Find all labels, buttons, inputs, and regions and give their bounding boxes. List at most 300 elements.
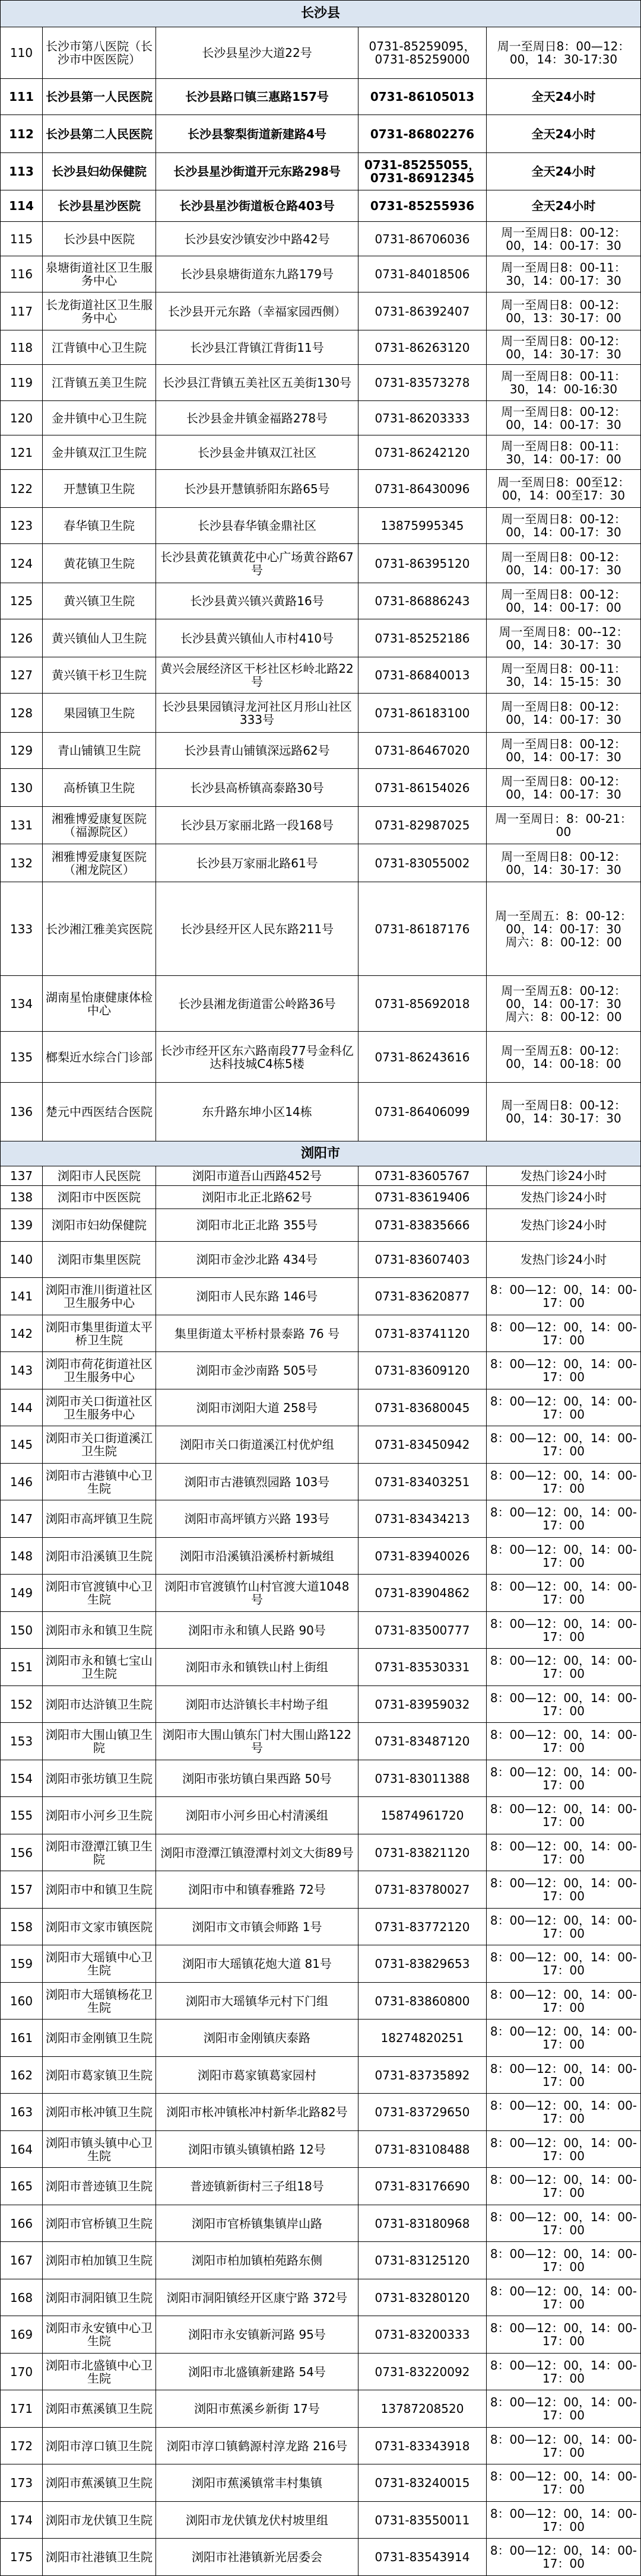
hospital-name-cell: 浏阳市小河乡卫生院 — [43, 1797, 156, 1834]
table-row — [0, 1760, 641, 1797]
address-cell: 浏阳市文市镇会师路 1号 — [156, 1909, 358, 1945]
hospital-name-cell: 青山铺镇卫生院 — [43, 733, 156, 768]
phone-cell: 0731-86242120 — [358, 435, 487, 469]
row-number-cell: 118 — [1, 330, 43, 364]
hours-cell — [487, 115, 641, 152]
row-number-cell: 168 — [1, 2279, 43, 2316]
hospital-name-cell: 楚元中西医结合医院 — [43, 1083, 156, 1141]
row-number-cell: 156 — [1, 1834, 43, 1871]
table-row — [0, 1278, 641, 1315]
row-number-cell: 171 — [1, 2390, 43, 2427]
hospital-name-cell: 浏阳市葛家镇卫生院 — [43, 2057, 156, 2093]
hospital-name-cell: 浏阳市关口街道溪江卫生院 — [43, 1426, 156, 1463]
row-number-cell: 125 — [1, 583, 43, 619]
address-cell: 长沙县泉塘街道东九路179号 — [156, 256, 358, 292]
row-number-cell: 170 — [1, 2354, 43, 2390]
table-row — [0, 1032, 641, 1083]
hospital-name-cell: 长沙市第八医院（长沙市中医医院） — [43, 27, 156, 78]
table-row — [0, 1538, 641, 1575]
phone-cell: 0731-85255055，0731-86912345 — [358, 153, 487, 190]
hospital-name-cell: 长沙县妇幼保健院 — [43, 153, 156, 190]
address-cell: 浏阳市金沙北路 434号 — [156, 1242, 358, 1277]
hospital-name-cell: 湘雅博爱康复医院（福源院区） — [43, 807, 156, 844]
phone-cell: 0731-83607403 — [358, 1242, 487, 1277]
hospital-name-cell: 长龙街道社区卫生服务中心 — [43, 292, 156, 330]
hours-line: 8：00—12：00，14：00-17：00 — [490, 2173, 637, 2200]
hours-line: 8：00—12：00，14：00-17：00 — [490, 1579, 637, 1607]
row-number-cell: 110 — [1, 27, 43, 78]
address-cell: 浏阳市官渡镇竹山村官渡大道1048号 — [156, 1575, 358, 1611]
hospital-name-cell: 浏阳市淮川街道社区卫生服务中心 — [43, 1278, 156, 1315]
table-row — [0, 292, 641, 330]
hospital-name-cell: 长沙县中医院 — [43, 222, 156, 256]
address-cell: 长沙县黄兴镇兴黄路16号 — [156, 583, 358, 619]
table-row — [0, 1945, 641, 1983]
row-number-cell: 123 — [1, 508, 43, 543]
row-number-cell: 134 — [1, 976, 43, 1031]
phone-cell: 0731-83940026 — [358, 1538, 487, 1574]
table-row — [0, 976, 641, 1032]
row-number-cell: 174 — [1, 2502, 43, 2538]
row-number-cell: 121 — [1, 435, 43, 469]
row-number-cell: 163 — [1, 2094, 43, 2130]
row-number-cell: 130 — [1, 769, 43, 806]
phone-cell: 0731-85252186 — [358, 619, 487, 657]
address-cell: 浏阳市洞阳镇经开区康宁路 372号 — [156, 2279, 358, 2316]
address-cell: 长沙县万家丽北路61号 — [156, 844, 358, 882]
hours-cell — [487, 2279, 641, 2316]
hours-cell — [487, 1166, 641, 1185]
hours-line: 8：00—12：00，14：00-17：00 — [490, 2061, 637, 2089]
phone-cell: 0731-86263120 — [358, 330, 487, 364]
hospital-name-cell: 浏阳市社港镇卫生院 — [43, 2539, 156, 2575]
hours-line: 全天24小时 — [531, 90, 596, 104]
hours-line: 8：00—12：00，14：00-17：00 — [490, 2321, 637, 2348]
row-number-cell: 153 — [1, 1723, 43, 1760]
row-number-cell: 124 — [1, 544, 43, 583]
hours-line: 8：00—12：00，14：00-17：00 — [490, 1653, 637, 1681]
table-row — [0, 153, 641, 190]
hospital-name-cell: 浏阳市人民医院 — [43, 1166, 156, 1185]
hours-cell — [487, 435, 641, 469]
hours-cell — [487, 27, 641, 78]
table-row — [0, 544, 641, 583]
table-row — [0, 2428, 641, 2464]
address-cell: 长沙县路口镇三惠路157号 — [156, 79, 358, 115]
address-cell: 长沙县星沙大道22号 — [156, 27, 358, 78]
hospital-name-cell: 浏阳市集里医院 — [43, 1242, 156, 1277]
table-row — [0, 1500, 641, 1538]
row-number-cell: 149 — [1, 1575, 43, 1611]
hours-cell — [487, 1426, 641, 1463]
hospital-name-cell: 长沙县第二人民医院 — [43, 115, 156, 152]
row-number-cell: 145 — [1, 1426, 43, 1463]
hours-line: 周一至周五8：00-12：00，14：00-17：30 — [501, 983, 626, 1011]
hours-line: 8：00—12：00，14：00-17：00 — [490, 2543, 637, 2571]
hospital-name-cell: 浏阳市荷花街道社区卫生服务中心 — [43, 1352, 156, 1389]
address-cell: 长沙县开元东路（幸福家园西侧） — [156, 292, 358, 330]
hospital-name-cell: 浏阳市柏加镇卫生院 — [43, 2242, 156, 2279]
row-number-cell: 172 — [1, 2428, 43, 2464]
address-cell: 浏阳市北盛镇新建路 54号 — [156, 2354, 358, 2390]
phone-cell: 0731-83176690 — [358, 2168, 487, 2205]
phone-cell: 0731-86154026 — [358, 769, 487, 806]
address-cell: 浏阳市永安镇新河路 95号 — [156, 2316, 358, 2353]
phone-cell: 0731-83530331 — [358, 1649, 487, 1685]
table-row — [0, 2279, 641, 2316]
phone-cell: 0731-83403251 — [358, 1464, 487, 1500]
phone-cell: 0731-83450942 — [358, 1426, 487, 1463]
phone-cell: 0731-83500777 — [358, 1612, 487, 1648]
table-row — [0, 2057, 641, 2094]
phone-cell: 0731-83829653 — [358, 1945, 487, 1982]
phone-cell: 0731-86105013 — [358, 79, 487, 115]
hours-cell — [487, 769, 641, 806]
hospital-name-cell: 浏阳市洞阳镇卫生院 — [43, 2279, 156, 2316]
hospital-name-cell: 浏阳市达浒镇卫生院 — [43, 1686, 156, 1722]
hours-cell — [487, 1242, 641, 1277]
address-cell: 长沙县金井镇金福路278号 — [156, 401, 358, 435]
hospital-name-cell: 浏阳市永和镇卫生院 — [43, 1612, 156, 1648]
hours-line: 8：00—12：00，14：00-17：00 — [490, 1505, 637, 1532]
hours-cell — [487, 2354, 641, 2390]
row-number-cell: 139 — [1, 1209, 43, 1241]
row-number-cell: 157 — [1, 1871, 43, 1908]
table-row — [0, 1649, 641, 1686]
row-number-cell: 116 — [1, 256, 43, 292]
hours-line: 8：00—12：00，14：00-17：00 — [490, 1913, 637, 1941]
row-number-cell: 114 — [1, 190, 43, 221]
address-cell: 长沙县湘龙街道雷公岭路36号 — [156, 976, 358, 1031]
hours-line: 8：00—12：00，14：00-17：00 — [490, 1542, 637, 1570]
table-row — [0, 2390, 641, 2428]
hours-cell — [487, 2390, 641, 2427]
row-number-cell: 137 — [1, 1166, 43, 1185]
phone-cell: 0731-83780027 — [358, 1871, 487, 1908]
table-row — [0, 1871, 641, 1909]
hospital-name-cell: 黄兴镇干杉卫生院 — [43, 657, 156, 693]
phone-cell: 0731-83959032 — [358, 1686, 487, 1722]
address-cell: 浏阳市北正北路 355号 — [156, 1209, 358, 1241]
hours-line: 发热门诊24小时 — [520, 1190, 607, 1204]
table-row — [0, 508, 641, 544]
address-cell: 长沙县开慧镇骄阳东路65号 — [156, 470, 358, 507]
phone-cell: 0731-86706036 — [358, 222, 487, 256]
table-row — [0, 1686, 641, 1723]
address-cell: 长沙县经开区人民东路211号 — [156, 882, 358, 975]
table-row — [0, 1464, 641, 1500]
table-row — [0, 1186, 641, 1209]
hours-cell — [487, 292, 641, 330]
hospital-name-cell: 浏阳市妇幼保健院 — [43, 1209, 156, 1241]
row-number-cell: 126 — [1, 619, 43, 657]
table-row — [0, 2020, 641, 2057]
row-number-cell: 152 — [1, 1686, 43, 1722]
row-number-cell: 119 — [1, 365, 43, 400]
phone-cell: 0731-83772120 — [358, 1909, 487, 1945]
address-cell: 长沙县星沙街道开元东路298号 — [156, 153, 358, 190]
phone-cell: 0731-83620877 — [358, 1278, 487, 1315]
hours-cell — [487, 2464, 641, 2501]
phone-cell: 0731-83055002 — [358, 844, 487, 882]
address-cell: 浏阳市张坊镇白果西路 50号 — [156, 1760, 358, 1796]
hospital-name-cell: 浏阳市关口街道社区卫生服务中心 — [43, 1389, 156, 1426]
hours-cell — [487, 222, 641, 256]
phone-cell: 0731-83904862 — [358, 1575, 487, 1611]
hospital-name-cell: 浏阳市澄潭江镇卫生院 — [43, 1834, 156, 1871]
address-cell: 浏阳市永和镇人民路 90号 — [156, 1612, 358, 1648]
hospital-name-cell: 高桥镇卫生院 — [43, 769, 156, 806]
table-row — [0, 1612, 641, 1649]
table-row — [0, 27, 641, 79]
table-row — [0, 657, 641, 694]
hours-cell — [487, 1871, 641, 1908]
hours-cell — [487, 619, 641, 657]
phone-cell: 15874961720 — [358, 1797, 487, 1834]
hours-cell — [487, 2020, 641, 2056]
table-row — [0, 1389, 641, 1426]
row-number-cell: 138 — [1, 1186, 43, 1209]
address-cell: 黄兴会展经济区干杉社区杉岭北路22号 — [156, 657, 358, 693]
hospital-name-cell: 浏阳市永安镇中心卫生院 — [43, 2316, 156, 2353]
hours-line: 周一至周日8：00-12：00，14：00-17：30 — [501, 737, 626, 764]
hours-line: 周一至周日8：00-12：00，14：00-17：30 — [501, 225, 626, 253]
hospital-name-cell: 浏阳市普迹镇卫生院 — [43, 2168, 156, 2205]
hours-cell — [487, 190, 641, 221]
phone-cell: 0731-86243616 — [358, 1032, 487, 1082]
hours-line: 8：00—12：00，14：00-17：00 — [490, 2284, 637, 2311]
hours-line: 8：00—12：00，14：00-17：00 — [490, 1616, 637, 1644]
phone-cell: 0731-83200333 — [358, 2316, 487, 2353]
phone-cell: 0731-82987025 — [358, 807, 487, 844]
phone-cell: 0731-83108488 — [358, 2131, 487, 2167]
address-cell: 浏阳市社港镇新光居委会 — [156, 2539, 358, 2575]
hospital-name-cell: 浏阳市中和镇卫生院 — [43, 1871, 156, 1908]
hours-cell — [487, 583, 641, 619]
hospital-name-cell: 浏阳市金刚镇卫生院 — [43, 2020, 156, 2056]
phone-cell: 18274820251 — [358, 2020, 487, 2056]
table-row — [0, 435, 641, 470]
phone-cell: 0731-83680045 — [358, 1389, 487, 1426]
row-number-cell: 161 — [1, 2020, 43, 2056]
hospital-name-cell: 浏阳市蕉溪镇卫生院 — [43, 2464, 156, 2501]
address-cell: 长沙市经开区东六路南段77号金科亿达科技城C4栋5楼 — [156, 1032, 358, 1082]
hours-line: 周一至周日8：00-12：00，14：00-17：30 — [501, 512, 626, 539]
phone-cell: 0731-85255936 — [358, 190, 487, 221]
row-number-cell: 159 — [1, 1945, 43, 1982]
hours-line: 周一至周日8：00-12：00，14：00-17：30 — [501, 774, 626, 802]
address-cell: 浏阳市镇头镇镇柏路 12号 — [156, 2131, 358, 2167]
hours-line: 周一至周日8：00-11：30，14：00-17：00 — [501, 438, 626, 466]
hospital-name-cell: 浏阳市大围山镇卫生院 — [43, 1723, 156, 1760]
hours-cell — [487, 807, 641, 844]
hours-cell — [487, 470, 641, 507]
table-row — [0, 1797, 641, 1834]
address-cell: 浏阳市大瑶镇华元村下门组 — [156, 1983, 358, 2019]
table-row — [0, 2205, 641, 2242]
hours-line: 发热门诊24小时 — [520, 1218, 607, 1232]
hours-line: 周一至周日8：00-12：00，14：30-17：30 — [501, 333, 626, 361]
table-row — [0, 619, 641, 657]
row-number-cell: 117 — [1, 292, 43, 330]
address-cell: 浏阳市道吾山西路452号 — [156, 1166, 358, 1185]
row-number-cell: 132 — [1, 844, 43, 882]
row-number-cell: 165 — [1, 2168, 43, 2205]
table-row — [0, 1723, 641, 1760]
hours-cell — [487, 1909, 641, 1945]
address-cell: 浏阳市小河乡田心村清溪组 — [156, 1797, 358, 1834]
table-row — [0, 401, 641, 435]
table-row — [0, 2131, 641, 2168]
row-number-cell: 128 — [1, 694, 43, 732]
address-cell: 浏阳市澄潭江镇澄潭村刘文大街89号 — [156, 1834, 358, 1871]
hours-line: 8：00—12：00，14：00-17：00 — [490, 1987, 637, 2015]
row-number-cell: 141 — [1, 1278, 43, 1315]
row-number-cell: 120 — [1, 401, 43, 435]
hours-line: 8：00—12：00，14：00-17：00 — [490, 2209, 637, 2237]
hours-cell — [487, 153, 641, 190]
address-cell: 浏阳市蕉溪镇常丰村集镇 — [156, 2464, 358, 2501]
address-cell: 浏阳市达浒镇长丰村坳子组 — [156, 1686, 358, 1722]
hours-cell — [487, 2428, 641, 2464]
hospital-name-cell: 金井镇双江卫生院 — [43, 435, 156, 469]
hours-line: 周一至周日8：00至12：00，14：00至17：30 — [497, 475, 630, 503]
address-cell: 浏阳市高坪镇方兴路 193号 — [156, 1500, 358, 1537]
table-row — [0, 1166, 641, 1186]
phone-cell: 0731-83741120 — [358, 1315, 487, 1351]
hospital-name-cell: 春华镇卫生院 — [43, 508, 156, 543]
table-row — [0, 1834, 641, 1871]
hospital-name-cell: 浏阳市北盛镇中心卫生院 — [43, 2354, 156, 2390]
hours-cell — [487, 1315, 641, 1351]
phone-cell: 0731-86392407 — [358, 292, 487, 330]
hospital-name-cell: 浏阳市永和镇七宝山卫生院 — [43, 1649, 156, 1685]
hours-line: 8：00—12：00，14：00-17：00 — [490, 2395, 637, 2422]
hours-line: 发热门诊24小时 — [520, 1252, 607, 1267]
address-cell: 普迹镇新街村三子组18号 — [156, 2168, 358, 2205]
hospital-name-cell: 浏阳市官渡镇中心卫生院 — [43, 1575, 156, 1611]
row-number-cell: 115 — [1, 222, 43, 256]
hours-line: 全天24小时 — [531, 199, 596, 213]
hours-line: 8：00—12：00，14：00-17：00 — [490, 1802, 637, 1829]
row-number-cell: 131 — [1, 807, 43, 844]
table-row — [0, 1983, 641, 2020]
phone-cell: 0731-86802276 — [358, 115, 487, 152]
hours-line: 周一至周日8：00-11：30，14：15-15：30 — [501, 662, 626, 689]
address-cell: 长沙县星沙街道板仓路403号 — [156, 190, 358, 221]
hospital-name-cell: 浏阳市文家市镇医院 — [43, 1909, 156, 1945]
phone-cell: 13787208520 — [358, 2390, 487, 2427]
hours-line: 周一至周五8：00-12：00，14：00-18：00 — [501, 1043, 626, 1071]
hours-cell — [487, 1723, 641, 1760]
table-row — [0, 115, 641, 153]
table-row — [0, 1242, 641, 1278]
row-number-cell: 151 — [1, 1649, 43, 1685]
hospital-name-cell: 浏阳市蕉溪镇卫生院 — [43, 2390, 156, 2427]
hours-cell — [487, 401, 641, 435]
hours-cell — [487, 1575, 641, 1611]
phone-cell: 0731-83125120 — [358, 2242, 487, 2279]
row-number-cell: 144 — [1, 1389, 43, 1426]
hours-cell — [487, 2502, 641, 2538]
hospital-name-cell: 长沙湘江雅美宾医院 — [43, 882, 156, 975]
row-number-cell: 167 — [1, 2242, 43, 2279]
hours-cell — [487, 1760, 641, 1796]
hours-cell — [487, 79, 641, 115]
address-cell: 浏阳市官桥镇集镇岸山路 — [156, 2205, 358, 2241]
row-number-cell: 113 — [1, 153, 43, 190]
hours-line: 周一至周日：8：00-21：00 — [495, 812, 632, 839]
hospital-name-cell: 浏阳市镇头镇中心卫生院 — [43, 2131, 156, 2167]
address-cell: 集里街道太平桥村景泰路 76 号 — [156, 1315, 358, 1351]
hours-line: 8：00—12：00，14：00-17：00 — [490, 1357, 637, 1384]
hours-cell — [487, 976, 641, 1031]
phone-cell: 0731-86183100 — [358, 694, 487, 732]
table-row — [0, 2502, 641, 2539]
hours-line: 周一至周日8：00—12：00，14：30-17:30 — [497, 39, 630, 66]
hours-cell — [487, 1389, 641, 1426]
phone-cell: 0731-83835666 — [358, 1209, 487, 1241]
hours-line: 8：00—12：00，14：00-17：00 — [490, 1468, 637, 1496]
hospital-name-cell: 长沙县星沙医院 — [43, 190, 156, 221]
hospital-name-cell: 黄兴镇卫生院 — [43, 583, 156, 619]
row-number-cell: 111 — [1, 79, 43, 115]
phone-cell: 0731-83821120 — [358, 1834, 487, 1871]
hours-line: 周一至周日8：00-11：30，14：00-16:30 — [501, 369, 626, 396]
phone-cell: 0731-83180968 — [358, 2205, 487, 2241]
hospital-name-cell: 湘雅博爱康复医院（湘龙院区） — [43, 844, 156, 882]
address-cell: 长沙县高桥镇高泰路30号 — [156, 769, 358, 806]
row-number-cell: 169 — [1, 2316, 43, 2353]
table-row — [0, 365, 641, 401]
address-cell: 长沙县黄兴镇仙人市村410号 — [156, 619, 358, 657]
table-row — [0, 222, 641, 256]
hours-cell — [487, 1797, 641, 1834]
table-row — [0, 694, 641, 733]
phone-cell: 0731-86886243 — [358, 583, 487, 619]
row-number-cell: 147 — [1, 1500, 43, 1537]
hospital-name-cell: 浏阳市古港镇中心卫生院 — [43, 1464, 156, 1500]
address-cell: 长沙县江背镇江背街11号 — [156, 330, 358, 364]
phone-cell: 0731-83240015 — [358, 2464, 487, 2501]
row-number-cell: 175 — [1, 2539, 43, 2575]
phone-cell: 0731-86467020 — [358, 733, 487, 768]
phone-cell: 0731-86203333 — [358, 401, 487, 435]
table-row — [0, 769, 641, 807]
hours-cell — [487, 2168, 641, 2205]
section-header — [0, 0, 641, 27]
hours-cell — [487, 694, 641, 732]
address-cell: 浏阳市永和镇铁山村上街组 — [156, 1649, 358, 1685]
phone-cell: 0731-86840013 — [358, 657, 487, 693]
hours-line: 8：00—12：00，14：00-17：00 — [490, 1431, 637, 1458]
table-row — [0, 583, 641, 619]
hours-cell — [487, 2094, 641, 2130]
hours-cell — [487, 1083, 641, 1141]
address-cell: 浏阳市北正北路62号 — [156, 1186, 358, 1209]
table-row — [0, 2539, 641, 2576]
hours-line: 周一至周日8：00-12：00，14：30-17：30 — [501, 849, 626, 877]
address-cell: 浏阳市葛家镇葛家园村 — [156, 2057, 358, 2093]
table-row — [0, 1426, 641, 1464]
hours-cell — [487, 1945, 641, 1982]
hours-line: 8：00—12：00，14：00-17：00 — [490, 2135, 637, 2163]
hours-cell — [487, 2131, 641, 2167]
hospital-name-cell: 湖南星怡康健康体检中心 — [43, 976, 156, 1031]
hospital-name-cell: 果园镇卫生院 — [43, 694, 156, 732]
phone-cell: 0731-83343918 — [358, 2428, 487, 2464]
phone-cell: 0731-83619406 — [358, 1186, 487, 1209]
